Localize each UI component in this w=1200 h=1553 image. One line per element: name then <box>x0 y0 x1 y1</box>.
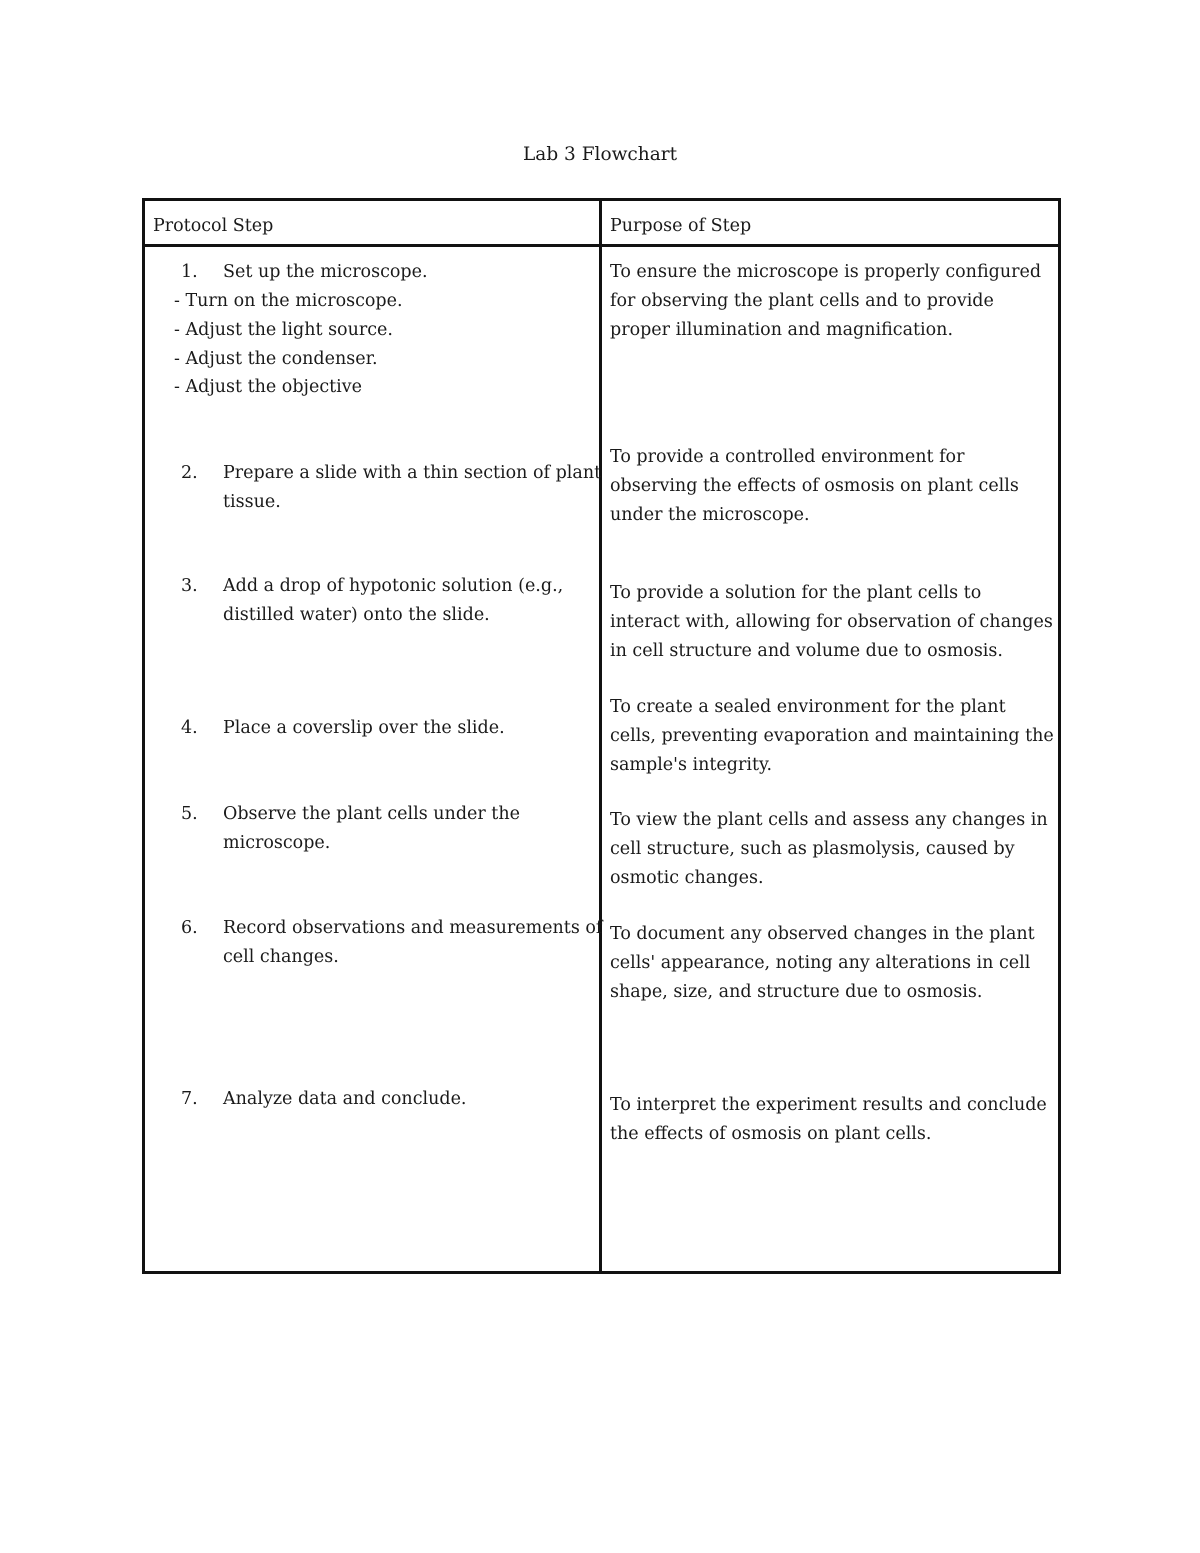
header-protocol-step: Protocol Step <box>153 216 274 236</box>
substep: - Adjust the objective <box>174 377 363 398</box>
step-text: Analyze data and conclude. <box>223 1089 467 1109</box>
step-text: Add a drop of hypotonic solution (e.g., distilled water) onto the slide. <box>223 576 564 625</box>
substep: - Turn on the microscope. <box>174 291 403 311</box>
step-text: Observe the plant cells under the microscope. <box>223 804 520 853</box>
step-number: 5. <box>181 804 198 824</box>
step-text: Record observations and measurements of cell changes. <box>223 918 603 967</box>
step-number: 6. <box>181 918 198 938</box>
step-text: Place a coverslip over the slide. <box>223 718 505 738</box>
purpose-step-6: To document any observed changes in the plant cells' appearance, noting any alterations in cell shape, size, and structure due to osmosis. <box>610 924 1035 1002</box>
step-text: Set up the microscope. <box>223 262 428 282</box>
purpose-step-4: To create a sealed environment for the plant cells, preventing evaporation and maintaining the sample's integrity. <box>610 697 1054 775</box>
document-title: Lab 3 Flowchart <box>523 144 677 165</box>
step-number: 7. <box>181 1089 198 1109</box>
purpose-step-3: To provide a solution for the plant cells to interact with, allowing for observation of changes in cell structure and volume due to osmosis. <box>610 583 1053 661</box>
step-number: 3. <box>181 576 198 596</box>
substep: - Adjust the light source. <box>174 319 393 340</box>
substep: - Adjust the condenser. <box>174 348 378 369</box>
step-number: 4. <box>181 718 198 738</box>
flowchart-table <box>142 198 1061 1274</box>
protocol-step-1-substeps <box>174 287 403 402</box>
header-purpose-of-step: Purpose of Step <box>610 216 752 236</box>
header-divider <box>145 244 1058 247</box>
purpose-step-7: To interpret the experiment results and conclude the effects of osmosis on plant cells. <box>610 1095 1047 1144</box>
purpose-step-1: To ensure the microscope is properly configured for observing the plant cells and to provide proper illumination and magnification. <box>610 262 1042 340</box>
step-number: 2. <box>181 463 198 483</box>
purpose-step-2: To provide a controlled environment for observing the effects of osmosis on plant cells under the microscope. <box>610 447 1019 525</box>
step-text: Prepare a slide with a thin section of plant tissue. <box>223 463 602 512</box>
purpose-step-5: To view the plant cells and assess any changes in cell structure, such as plasmolysis, caused by osmotic changes. <box>610 810 1048 888</box>
step-number: 1. <box>181 262 198 282</box>
